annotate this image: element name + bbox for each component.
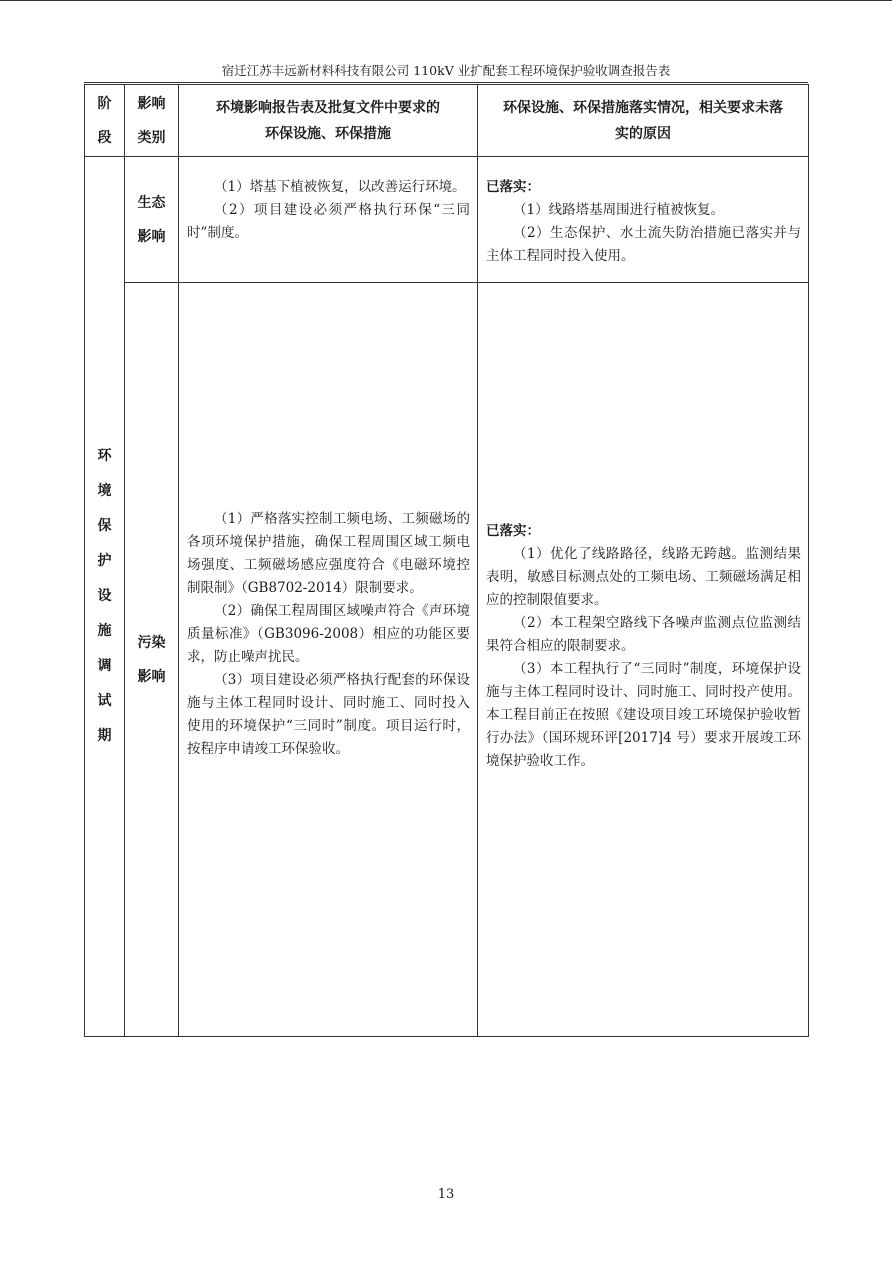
implementation-item: （2）本工程架空路线下各噪声监测点位监测结果符合相应的限制要求。 xyxy=(486,615,801,654)
column-header-implementation-line1: 环保设施、环保措施落实情况，相关要求未落 xyxy=(503,99,783,116)
requirement-item: （2）项目建设必须严格执行环保“三同时”制度。 xyxy=(187,202,470,241)
requirement-text xyxy=(179,283,477,761)
requirement-cell-ecological xyxy=(179,157,478,283)
table-row-pollution xyxy=(85,283,809,1037)
table-header-row xyxy=(85,85,809,157)
column-header-stage-line2: 段 xyxy=(97,129,112,146)
stage-label-cell xyxy=(85,157,125,1037)
requirement-item: （3）项目建设必须严格执行配套的环保设施与主体工程同时设计、同时施工、同时投入使用的环境保护“三同时”制度。项目运行时，按程序申请竣工环保验收。 xyxy=(187,672,470,757)
column-header-type xyxy=(125,85,179,157)
column-header-stage xyxy=(85,85,125,157)
impact-type-ecological xyxy=(125,157,179,283)
requirement-item: （2）确保工程周围区域噪声符合《声环境质量标准》（GB3096-2008）相应的功能区要求，防止噪声扰民。 xyxy=(187,603,470,665)
implementation-item: （1）线路塔基周围进行植被恢复。 xyxy=(513,202,725,218)
stage-label-char: 境 xyxy=(97,483,112,499)
stage-label xyxy=(85,439,124,754)
column-header-requirement-line1: 环境影响报告表及批复文件中要求的 xyxy=(216,99,440,116)
stage-label-char: 施 xyxy=(97,623,112,639)
requirement-text xyxy=(179,157,477,245)
stage-label-char: 试 xyxy=(97,693,112,709)
column-header-requirement xyxy=(179,85,478,157)
implementation-cell-pollution xyxy=(478,283,809,1037)
table-row-ecological xyxy=(85,157,809,283)
column-header-stage-line1: 阶 xyxy=(97,95,112,112)
implementation-text xyxy=(478,157,808,268)
requirement-item: （1）塔基下植被恢复，以改善运行环境。 xyxy=(214,179,466,195)
column-header-type-line2: 类别 xyxy=(137,129,166,146)
impact-type-line2: 影响 xyxy=(137,668,166,685)
page-number: 13 xyxy=(437,1187,455,1202)
stage-label-char: 环 xyxy=(97,448,112,464)
page-top-border xyxy=(0,0,892,1)
requirement-item: （1）严格落实控制工频电场、工频磁场的各项环境保护措施，确保工程周围区域工频电场强度、工频磁场感应强度符合《电磁环境控制限制》（GB8702-2014）限制要求。 xyxy=(187,511,470,596)
stage-label-char: 期 xyxy=(97,728,112,744)
column-header-implementation xyxy=(478,85,809,157)
impact-type-line1: 污染 xyxy=(137,634,166,651)
implementation-status: 已落实： xyxy=(486,179,540,195)
implementation-status: 已落实： xyxy=(486,523,540,539)
requirement-cell-pollution xyxy=(179,283,478,1037)
stage-label-char: 护 xyxy=(97,553,112,569)
implementation-item: （3）本工程执行了“三同时”制度，环境保护设施与主体工程同时设计、同时施工、同时投产使用。本工程目前正在按照《建设项目竣工环境保护验收暂行办法》（国环规环评[2017]4 号）要求开展竣工环境保护验收工作。 xyxy=(486,661,801,769)
impact-type-line2: 影响 xyxy=(137,228,166,245)
stage-label-char: 设 xyxy=(97,588,112,604)
implementation-cell-ecological xyxy=(478,157,809,283)
environmental-measures-table xyxy=(84,84,809,1037)
column-header-requirement-line2: 环保设施、环保措施 xyxy=(265,125,391,142)
impact-type-line1: 生态 xyxy=(137,194,166,211)
implementation-item: （2）生态保护、水土流失防治措施已落实并与主体工程同时投入使用。 xyxy=(486,225,801,264)
impact-type-pollution xyxy=(125,283,179,1037)
column-header-implementation-line2: 实的原因 xyxy=(615,125,671,142)
implementation-text xyxy=(478,283,808,773)
column-header-type-line1: 影响 xyxy=(137,95,166,112)
stage-label-char: 保 xyxy=(97,518,112,534)
implementation-item: （1）优化了线路路径，线路无跨越。监测结果表明，敏感目标测点处的工频电场、工频磁场满足相应的控制限值要求。 xyxy=(486,546,801,608)
stage-label-char: 调 xyxy=(97,658,112,674)
page-header-title: 宿迁江苏丰远新材料科技有限公司 110kV 业扩配套工程环境保护验收调查报告表 xyxy=(221,63,671,78)
